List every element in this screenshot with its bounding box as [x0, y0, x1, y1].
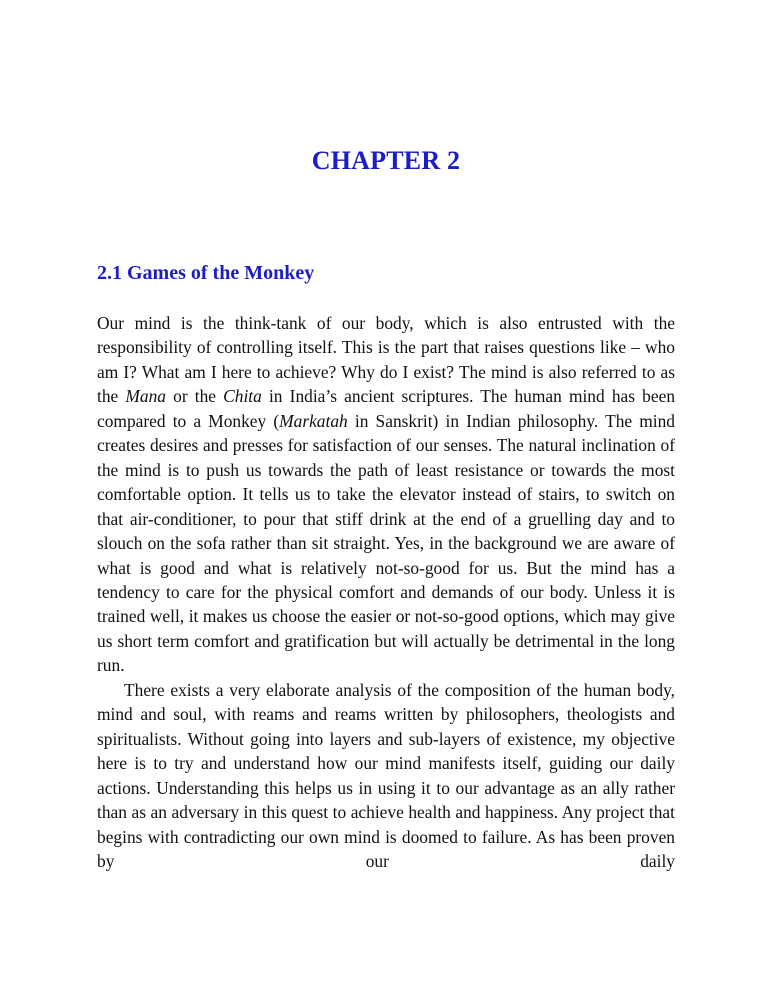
chapter-title: CHAPTER 2: [311, 146, 461, 175]
paragraph-1-part-a: Our mind is the think-tank of our body, which is also entrusted with the responsibility of controlling itself. This is the part that raises questions like – who am I? What am I here to achieve? Why do I exist? The mind is also referred to as the: [97, 313, 675, 407]
paragraph-2: There exists a very elaborate analysis of the composition of the human body, mind and soul, with reams and reams written by philosophers, theologists and spiritualists. Without going into layers and sub-layers of existence, my objective here is to try and understand how our mind manifests itself, guiding our daily actions. Understanding this helps us in using it to our advantage as an ally rather than as an adversary in this quest to achieve health and happiness. Any project that begins with contradicting our own mind is doomed to failure. As has been proven by our daily: [97, 679, 675, 871]
term-chita: Chita: [223, 386, 262, 407]
paragraph-1-part-c: in India’s ancient scriptures. The human mind has been compared to a Monkey (: [97, 386, 676, 431]
body-text: [97, 311, 675, 873]
term-markatah: Markatah: [279, 410, 348, 431]
paragraph-1: [97, 311, 675, 678]
paragraph-1-part-d: in Sanskrit) in Indian philosophy. The mind creates desires and presses for satisfaction of our senses. The natural inclination of the mind is to push us towards the path of least resistance or towards the most comfortable option. It tells us to take the elevator instead of stairs, to switch on that air-conditioner, to pour that stiff drink at the end of a gruelling day and to slouch on the sofa rather than sit straight. Yes, in the background we are aware of what is good and what is relatively not-so-good for us. But the mind has a tendency to care for the physical comfort and demands of our body. Unless it is trained well, it makes us choose the easier or not-so-good options, which may give us short term comfort and gratification but will actually be detrimental in the long run.: [97, 410, 676, 676]
paragraph-1-part-b: or the: [165, 386, 224, 407]
section-title: 2.1 Games of the Monkey: [97, 262, 315, 284]
term-mana: Mana: [125, 386, 166, 407]
